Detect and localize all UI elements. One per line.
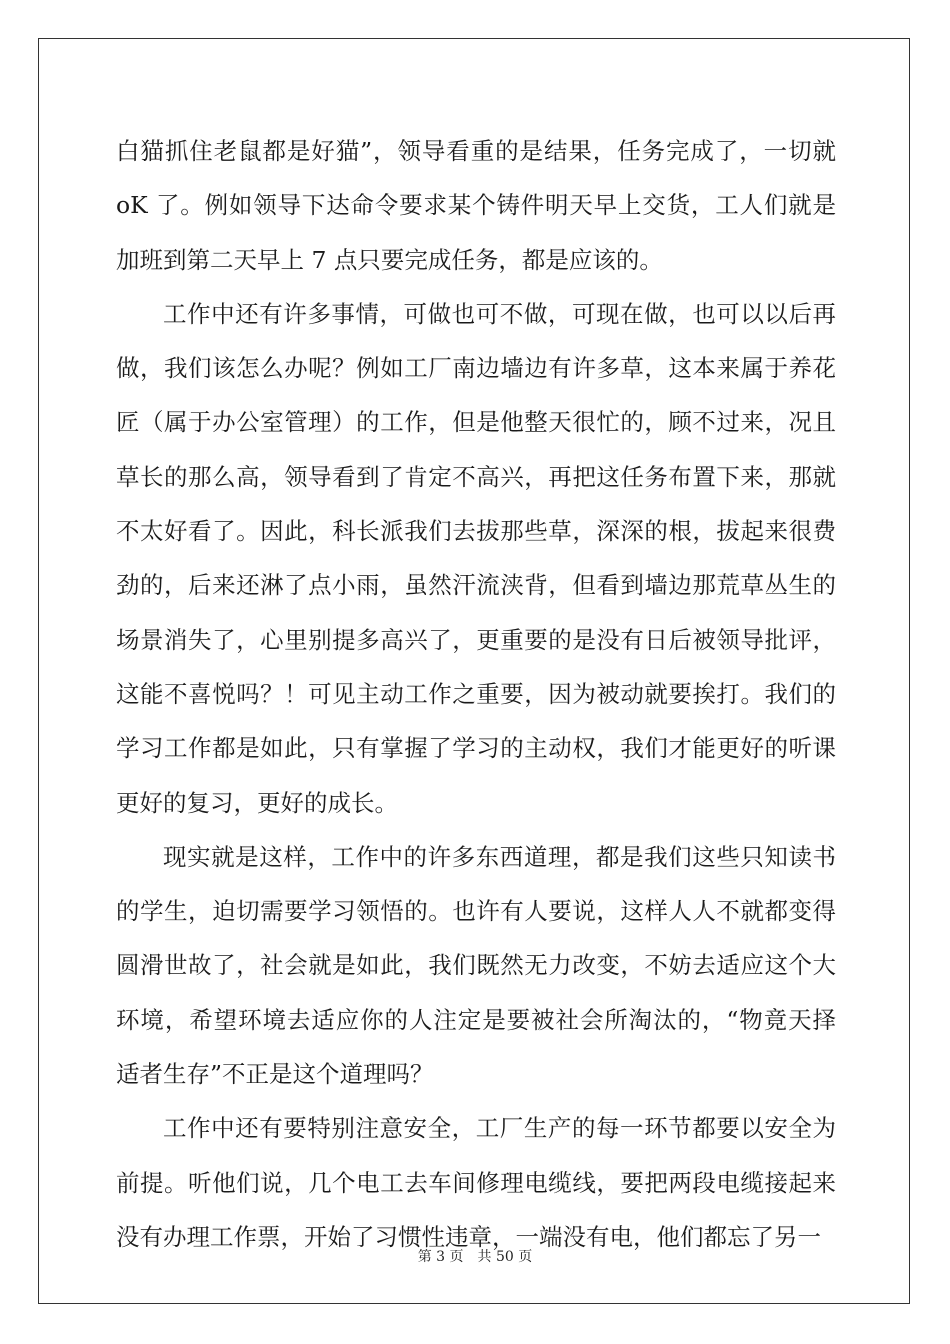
text-line: 前提。听他们说，几个电工去车间修理电缆线，要把两段电缆接起来 [116, 1168, 836, 1197]
text-line: 更好的复习，更好的成长。 [116, 788, 398, 817]
text-line: 的学生，迫切需要学习领悟的。也许有人要说，这样人人不就都变得 [116, 897, 836, 926]
text-line: 劲的，后来还淋了点小雨，虽然汗流浃背，但看到墙边那荒草丛生的 [116, 571, 836, 600]
text-line: 匠（属于办公室管理）的工作，但是他整天很忙的，顾不过来，况且 [116, 408, 836, 437]
text-line: 学习工作都是如此，只有掌握了学习的主动权，我们才能更好的听课 [116, 734, 836, 763]
text-line: 加班到第二天早上 7 点只要完成任务，都是应该的。 [116, 245, 663, 274]
page-number: 第 3 页 [417, 1249, 464, 1265]
text-line: 圆滑世故了，社会就是如此，我们既然无力改变，不妨去适应这个大 [116, 951, 836, 980]
total-pages: 共 50 页 [477, 1249, 533, 1265]
text-line: 没有办理工作票，开始了习惯性违章，一端没有电，他们都忘了另一 [116, 1222, 821, 1251]
text-line: 白猫抓住老鼠都是好猫”，领导看重的是结果，任务完成了，一切就 [116, 137, 836, 165]
text-line: 适者生存”不正是这个道理吗？ [116, 1060, 434, 1089]
text-line: 这能不喜悦吗？！可见主动工作之重要，因为被动就要挨打。我们的 [116, 679, 836, 708]
text-line: 工作中还有许多事情，可做也可不做，可现在做，也可以以后再 [163, 299, 836, 328]
text-line: oK 了。例如领导下达命令要求某个铸件明天早上交货，工人们就是 [116, 191, 836, 220]
text-line: 工作中还有要特别注意安全，工厂生产的每一环节都要以安全为 [163, 1114, 836, 1143]
text-line: 场景消失了，心里别提多高兴了，更重要的是没有日后被领导批评， [116, 625, 836, 654]
text-line: 现实就是这样，工作中的许多东西道理，都是我们这些只知读书 [163, 842, 836, 871]
text-line: 环境，希望环境去适应你的人注定是要被社会所淘汰的，“物竟天择 [116, 1005, 836, 1034]
page-footer [0, 1246, 950, 1266]
document-body [116, 124, 836, 1264]
text-line: 做，我们该怎么办呢？例如工厂南边墙边有许多草，这本来属于养花 [116, 354, 836, 383]
text-line: 不太好看了。因此，科长派我们去拔那些草，深深的根，拔起来很费 [116, 517, 836, 546]
text-line: 草长的那么高，领导看到了肯定不高兴，再把这任务布置下来，那就 [116, 462, 836, 491]
